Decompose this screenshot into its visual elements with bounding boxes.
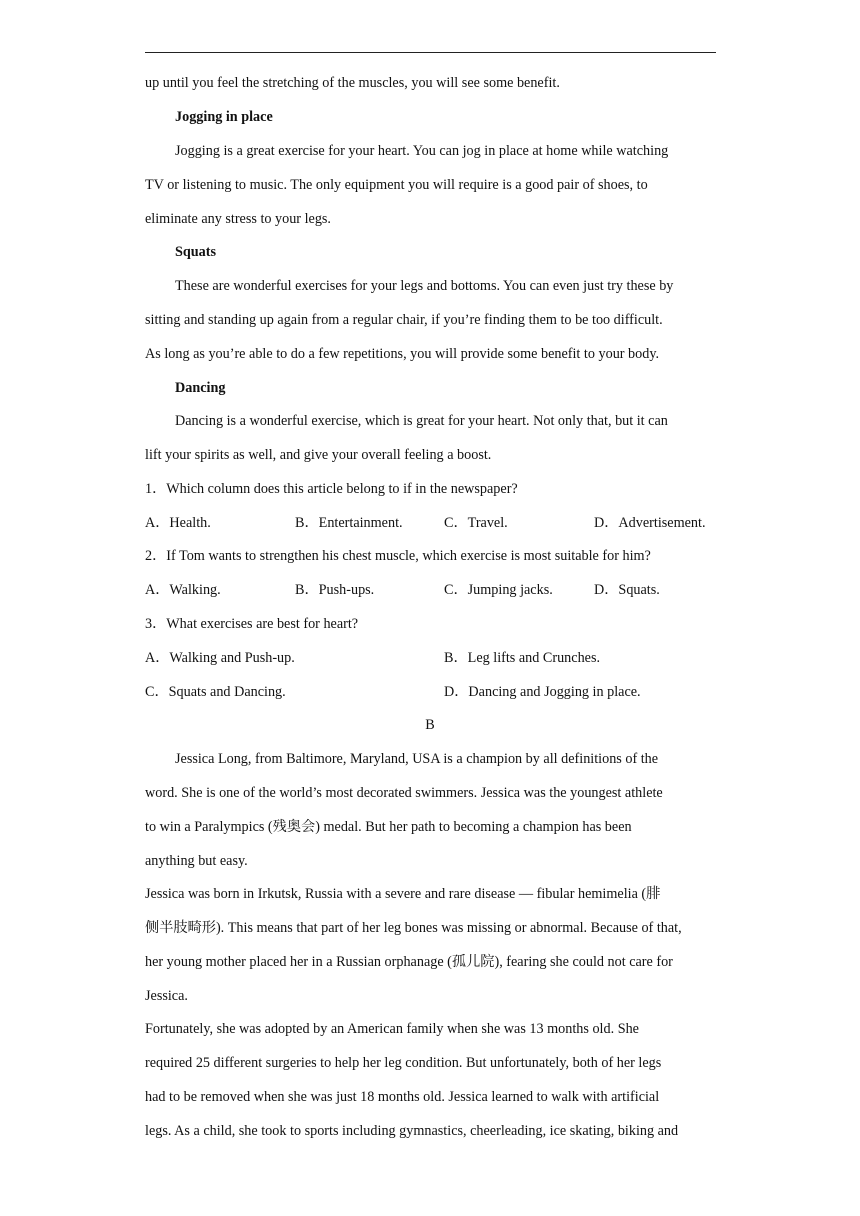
passage-b-line: required 25 different surgeries to help her leg condition. But unfortunately, both of her legs (145, 1055, 662, 1071)
paragraph-line: These are wonderful exercises for your legs and bottoms. You can even just try these by (175, 278, 674, 294)
passage-b-line: to win a Paralympics (残奥会) medal. But her path to becoming a champion has been (145, 819, 632, 835)
passage-b-line: Jessica was born in Irkutsk, Russia with a severe and rare disease — fibular hemimelia (腓 (145, 886, 661, 902)
passage-b-line: word. She is one of the world’s most decorated swimmers. Jessica was the youngest athlete (145, 785, 663, 801)
passage-b-line: anything but easy. (145, 853, 248, 869)
section-b-heading: B (425, 717, 435, 733)
paragraph-line: eliminate any stress to your legs. (145, 211, 331, 227)
question-1-option-c[interactable]: C．Travel. (444, 515, 508, 531)
section-heading-jogging: Jogging in place (175, 109, 273, 125)
passage-b-line: had to be removed when she was just 18 months old. Jessica learned to walk with artificial (145, 1089, 660, 1105)
passage-b-line: 侧半肢畸形). This means that part of her leg bones was missing or abnormal. Because of that, (145, 920, 682, 936)
question-3-option-d[interactable]: D．Dancing and Jogging in place. (444, 684, 641, 700)
passage-b-line: Fortunately, she was adopted by an American family when she was 13 months old. She (145, 1021, 639, 1037)
question-2-stem: 2．If Tom wants to strengthen his chest muscle, which exercise is most suitable for him? (145, 548, 651, 564)
paragraph-line: sitting and standing up again from a regular chair, if you’re finding them to be too difficult. (145, 312, 663, 328)
question-2-option-d[interactable]: D．Squats. (594, 582, 660, 598)
question-2-option-b[interactable]: B．Push-ups. (295, 582, 375, 598)
question-3-option-c[interactable]: C．Squats and Dancing. (145, 684, 286, 700)
paragraph-line: lift your spirits as well, and give your overall feeling a boost. (145, 447, 492, 463)
passage-b-line: Jessica. (145, 988, 188, 1004)
section-heading-dancing: Dancing (175, 380, 226, 396)
question-3-stem: 3．What exercises are best for heart? (145, 616, 359, 632)
question-1-option-d[interactable]: D．Advertisement. (594, 515, 706, 531)
question-3-option-b[interactable]: B．Leg lifts and Crunches. (444, 650, 601, 666)
header-rule (145, 52, 716, 53)
question-1-option-b[interactable]: B．Entertainment. (295, 515, 403, 531)
question-1-stem: 1．Which column does this article belong to if in the newspaper? (145, 481, 518, 497)
section-heading-squats: Squats (175, 244, 217, 260)
question-3-option-a[interactable]: A．Walking and Push-up. (145, 650, 295, 666)
question-2-option-c[interactable]: C．Jumping jacks. (444, 582, 553, 598)
paragraph-line: up until you feel the stretching of the muscles, you will see some benefit. (145, 75, 560, 91)
passage-b-line: legs. As a child, she took to sports including gymnastics, cheerleading, ice skating, biking and (145, 1123, 679, 1139)
paragraph-line: Dancing is a wonderful exercise, which is great for your heart. Not only that, but it can (175, 413, 668, 429)
passage-b-line: her young mother placed her in a Russian orphanage (孤儿院), fearing she could not care for (145, 954, 673, 970)
paragraph-line: TV or listening to music. The only equipment you will require is a good pair of shoes, to (145, 177, 648, 193)
question-2-option-a[interactable]: A．Walking. (145, 582, 221, 598)
question-1-option-a[interactable]: A．Health. (145, 515, 211, 531)
paragraph-line: As long as you’re able to do a few repetitions, you will provide some benefit to your body. (145, 346, 660, 362)
paragraph-line: Jogging is a great exercise for your heart. You can jog in place at home while watching (175, 143, 669, 159)
passage-b-line: Jessica Long, from Baltimore, Maryland, USA is a champion by all definitions of the (175, 751, 659, 767)
